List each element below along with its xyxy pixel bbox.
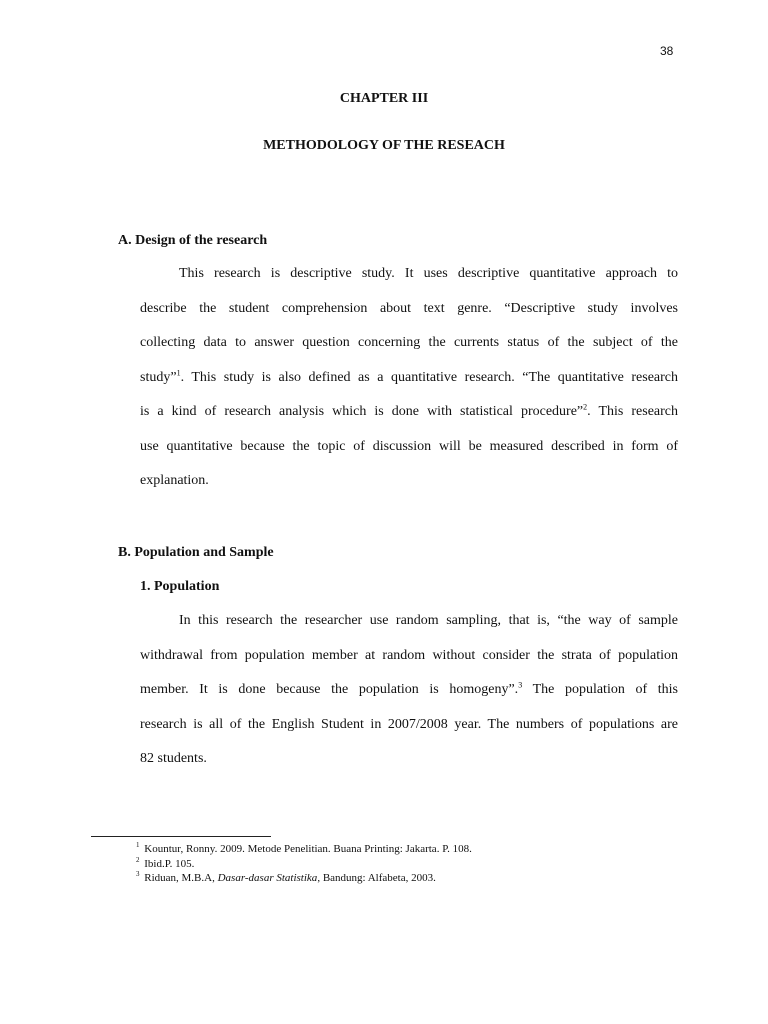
footnote-text: , Bandung: Alfabeta, 2003. xyxy=(317,872,436,884)
footnote-3 xyxy=(136,871,472,886)
footnote-number: 3 xyxy=(136,870,140,879)
footnotes xyxy=(136,842,472,886)
footnote-ref-2: 2 xyxy=(583,402,588,412)
footnote-2 xyxy=(136,857,472,872)
text-run: The population of this xyxy=(522,682,678,697)
paragraph-line: describe the student comprehension about text genre. “Descriptive study involves xyxy=(140,300,678,316)
paragraph-line: collecting data to answer question concerning the currents status of the subject of the xyxy=(140,335,678,350)
paragraph-line: withdrawal from population member at random without consider the strata of population xyxy=(140,647,678,663)
chapter-heading: CHAPTER III xyxy=(339,91,429,106)
paragraph-line xyxy=(140,395,678,430)
text-run: is a kind of research analysis which is done with statistical procedure” xyxy=(140,404,584,419)
paragraph-line xyxy=(140,673,678,708)
paragraph-line: research is all of the English Student in 2007/2008 year. The numbers of populations are xyxy=(140,716,678,732)
text-run: member. It is done because the population is homogeny”. xyxy=(140,682,519,697)
footnote-1 xyxy=(136,842,472,857)
paragraph-line: explanation. xyxy=(140,473,209,488)
paragraph-line: This research is descriptive study. It uses descriptive quantitative approach to xyxy=(179,266,678,281)
text-run: . This study is also defined as a quantitative research. “The quantitative research xyxy=(180,369,678,385)
footnote-ref-3: 3 xyxy=(518,680,523,690)
section-a-paragraph xyxy=(140,257,678,499)
page-number: 38 xyxy=(660,44,674,58)
footnote-text: Ibid.P. 105. xyxy=(141,857,195,870)
footnote-separator xyxy=(91,836,271,837)
text-run: . This research xyxy=(587,404,679,419)
section-b-heading: B. Population and Sample xyxy=(118,545,274,560)
population-subheading: 1. Population xyxy=(140,579,220,594)
section-a-heading: A. Design of the research xyxy=(118,233,268,248)
paragraph-line xyxy=(140,361,678,396)
footnote-text: Kountur, Ronny. 2009. Metode Penelitian. Buana Printing: Jakarta. P. 108. xyxy=(141,843,472,855)
footnote-number: 2 xyxy=(136,855,140,864)
population-paragraph xyxy=(140,604,678,777)
paragraph-line: In this research the researcher use random sampling, that is, “the way of sample xyxy=(179,613,678,628)
paragraph-line: use quantitative because the topic of discussion will be measured described in form of xyxy=(140,438,678,454)
book-title: Dasar-dasar Statistika xyxy=(217,872,318,884)
text-run: study” xyxy=(140,369,177,385)
chapter-title: METHODOLOGY OF THE RESEACH xyxy=(263,138,505,153)
footnote-number: 1 xyxy=(136,841,140,850)
paragraph-line: 82 students. xyxy=(140,751,207,766)
footnote-text: Riduan, M.B.A, xyxy=(141,872,218,884)
footnote-ref-1: 1 xyxy=(176,367,181,377)
